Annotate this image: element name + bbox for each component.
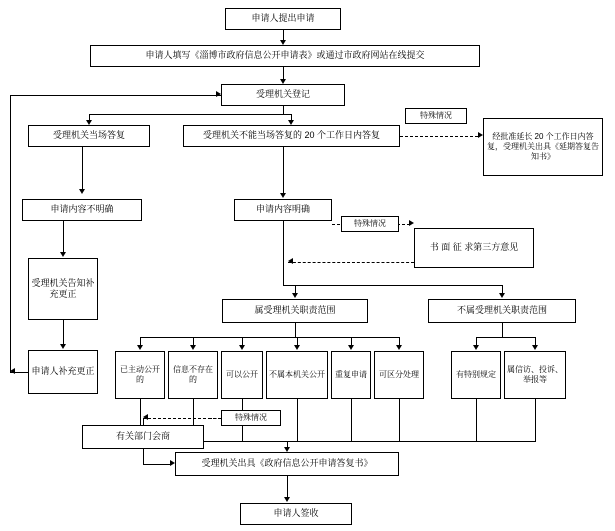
connector-dashed: [143, 418, 221, 419]
node-label: 信息不存在的: [173, 365, 213, 384]
connector: [535, 399, 536, 441]
node-applicant-submit: [225, 8, 341, 30]
node-label: 可区分处理: [379, 370, 419, 379]
connector: [283, 67, 284, 79]
node-label: 不属本机关公开: [269, 370, 325, 379]
connector: [295, 285, 296, 293]
arrowhead: [239, 345, 245, 350]
arrowhead: [288, 120, 294, 125]
node-department-consultation: [82, 425, 204, 449]
arrowhead: [86, 120, 92, 125]
node-special-regulation: [451, 351, 501, 399]
connector: [10, 95, 11, 372]
node-label: 有关部门会商: [115, 431, 170, 442]
connector: [351, 337, 352, 345]
connector: [193, 337, 194, 345]
connector: [89, 114, 284, 115]
node-outside-duty: [428, 299, 576, 323]
arrowhead: [170, 460, 175, 466]
edge-label-special-2: [341, 216, 399, 232]
node-label: 可以公开: [226, 370, 258, 379]
connector-dashed: [400, 136, 478, 137]
connector: [535, 337, 536, 345]
connector: [399, 399, 400, 441]
connector: [287, 476, 288, 497]
arrowhead: [396, 345, 402, 350]
node-not-this-agency: [266, 351, 328, 399]
node-label: 申请人签收: [273, 508, 319, 519]
connector: [283, 147, 284, 193]
node-label: 申请人补充更正: [31, 366, 95, 377]
node-applicant-receipt: [240, 503, 352, 525]
connector: [295, 323, 296, 337]
arrowhead: [499, 293, 505, 298]
node-label: 已主动公开的: [120, 365, 160, 384]
connector: [63, 320, 64, 344]
arrowhead: [79, 189, 85, 194]
node-label: 受理机关不能当场答复的 20 个工作日内答复: [202, 130, 380, 141]
node-consult-third-party: [414, 228, 534, 268]
connector: [351, 399, 352, 441]
node-label: 申请内容不明确: [50, 204, 114, 215]
arrowhead: [532, 345, 538, 350]
connector: [283, 30, 284, 40]
node-content-unclear: [22, 199, 142, 221]
connector: [283, 285, 502, 286]
connector: [143, 464, 170, 465]
connector: [502, 285, 503, 293]
connector: [502, 323, 503, 337]
node-applicant-supplement: [28, 350, 98, 394]
connector: [476, 337, 535, 338]
node-label: 申请人提出申请: [251, 13, 315, 24]
connector: [82, 147, 83, 189]
node-already-public: [115, 351, 165, 399]
node-label: 有特别规定: [456, 370, 496, 379]
arrowhead: [190, 345, 196, 350]
arrowhead: [60, 344, 66, 349]
connector: [476, 399, 477, 441]
arrowhead: [280, 193, 286, 198]
connector: [143, 449, 144, 464]
node-petition-complaint: [504, 351, 566, 399]
node-label: 申请内容明确: [255, 204, 310, 215]
node-label: 书 面 征 求第三方意见: [429, 242, 519, 253]
connector: [476, 337, 477, 345]
arrowhead: [473, 345, 479, 350]
node-label: 受理机关告知补充更正: [31, 277, 95, 299]
node-label: 不属受理机关职责范围: [456, 305, 547, 316]
node-label: 重复申请: [335, 370, 367, 379]
arrowhead: [288, 258, 293, 264]
node-label: 受理机关当场答复: [52, 130, 125, 141]
connector: [242, 337, 243, 345]
connector: [283, 106, 284, 114]
arrowhead: [60, 252, 66, 257]
node-label: 属受理机关职责范围: [254, 305, 336, 316]
connector: [10, 95, 221, 96]
connector: [283, 114, 292, 115]
arrowhead: [216, 91, 221, 97]
edge-label-text: 特殊情况: [235, 413, 267, 423]
arrowhead: [409, 220, 414, 226]
connector: [140, 337, 141, 345]
node-label: 受理机关出具《政府信息公开申请答复书》: [201, 458, 373, 469]
edge-label-special-1: [405, 108, 467, 124]
arrowhead: [280, 79, 286, 84]
edge-label-text: 特殊情况: [420, 111, 452, 121]
node-notify-supplement: [28, 258, 98, 320]
node-within-duty: [222, 299, 368, 323]
connector: [297, 399, 298, 441]
node-repeat-application: [331, 351, 371, 399]
node-label: 属信访、投诉、举报等: [507, 365, 563, 384]
arrowhead: [284, 447, 290, 452]
arrowhead: [294, 345, 300, 350]
edge-label-text: 特殊情况: [354, 219, 386, 229]
connector: [399, 337, 400, 345]
connector-dashed: [288, 262, 414, 263]
arrowhead: [280, 40, 286, 45]
node-label: 申请人填写《淄博市政府信息公开申请表》或通过市政府网站在线提交: [145, 50, 425, 61]
edge-label-special-3: [221, 410, 281, 426]
node-fill-form: [90, 45, 480, 67]
node-agency-register: [221, 84, 345, 106]
node-info-nonexistent: [168, 351, 218, 399]
arrowhead: [284, 497, 290, 502]
node-onsite-reply: [28, 125, 150, 147]
node-can-disclose: [221, 351, 263, 399]
arrowhead: [137, 345, 143, 350]
connector: [63, 221, 64, 252]
arrowhead: [10, 368, 15, 374]
node-extension-reply: [483, 118, 603, 176]
arrowhead: [292, 293, 298, 298]
connector: [297, 337, 298, 345]
node-content-clear: [234, 199, 332, 221]
connector: [140, 337, 399, 338]
node-label: 受理机关登记: [255, 89, 310, 100]
connector: [283, 221, 284, 285]
node-20day-reply: [183, 125, 400, 147]
node-separable-handling: [374, 351, 424, 399]
arrowhead: [478, 132, 483, 138]
node-issue-reply: [175, 452, 399, 476]
node-label: 经批准延长 20 个工作日内答复，受理机关出具《延期答复告知书》: [487, 132, 599, 161]
arrowhead: [143, 414, 148, 420]
arrowhead: [348, 345, 354, 350]
